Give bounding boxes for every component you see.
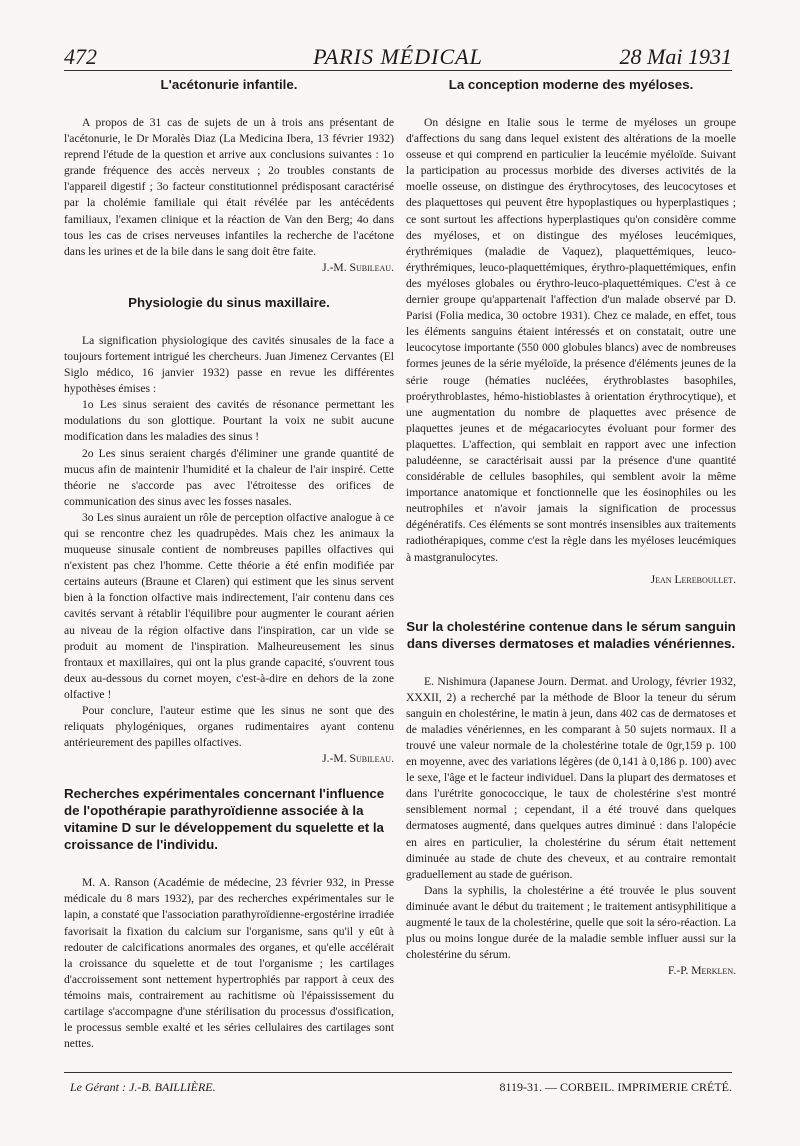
paragraph: M. A. Ranson (Académie de médecine, 23 février 932, in Presse médicale du 8 mars 1932), par des recherches expérimentales sur le lapin, a constaté que l'association parathyroïdienne-ergostérine irradiée favorisait la fixation du calcium sur l'organisme, sans qu'il y eût à redouter de calcifications anormales des organes, et qu'elle accélérait la croissance du squelette et de tout l'organisme ; les cartilages d'accroissement sont nettement hypertrophiés par rapport à ceux des témoins mais, contrairement au rachitisme où l'épaississement du cartilage s'accompagne d'une stérilisation du processus d'ossification, le processus semble exalté et les séries cellulaires des cartilages sont nettes. [64,876,394,1051]
page-number: 472 [64,44,97,69]
paragraph: 3o Les sinus auraient un rôle de perception olfactive analogue à ce qui se rencontre chez les quadrupèdes. Mais chez les animaux la muqueuse sinusale contient de nombreuses papilles olfactives qui n'existent pas chez l'homme. Cette théorie a été enfin modifiée par certains auteurs (Braune et Claren) qui estiment que les sinus servent bien à la fonction olfactive mais indirectement, l'air contenu dans ces cavités servant à rétablir l'équilibre pour augmenter le courant aérien au niveau de la région olfactive dans l'inspiration, car un vide se produit au moment de l'inspiration. Malheureusement les sinus frontaux et maxillaires, qui ont la plus grande capacité, s'ouvrent tous deux au-dessous du cornet moyen, c'est-à-dire en dehors de la zone olfactive ! [64,510,394,701]
signature: J.-M. Subileau. [322,752,394,766]
page-footer [64,1072,732,1101]
paragraph: Pour conclure, l'auteur estime que les sinus ne sont que des reliquats phylogéniques, organes rudimentaires ayant contenu antérieurement des papilles olfactives. [64,704,394,750]
publisher-manager: Le Gérant : J.-B. BAILLIÈRE. [70,1080,216,1094]
article-title-parathyroide: Recherches expérimentales concernant l'influence de l'opothérapie parathyroïdienne associée à la vitamine D sur le développement du squelette et la croissance de l'individu. [64,786,385,853]
article-title-acetonurie: L'acétonurie infantile. [160,77,298,92]
article-title-sinus: Physiologie du sinus maxillaire. [128,294,330,310]
journal-title: PARIS MÉDICAL [313,44,483,69]
article-title-cholesterine: Sur la cholestérine contenue dans le sérum sanguin dans diverses dermatoses et maladies vénériennes. [406,618,736,651]
article-title-myeloses: La conception moderne des myéloses. [448,77,694,92]
issue-date: 28 Mai 1931 [619,44,732,69]
right-column [406,76,736,979]
paragraph: A propos de 31 cas de sujets de un à trois ans présentant de l'acétonurie, le Dr Moralès Diaz (La Medicina Ibera, 13 février 1932) reprend l'étude de la question et arrive aux conclusions suivantes : 1o grande fréquence des accès nerveux ; 2o troubles constants de l'appareil digestif ; 3o facteur constitutionnel prédisposant caractérisé par la cholémie familiale qui était révélée par les antécédents familiaux, l'examen clinique et la réaction de Van den Berg; 4o dans tous les cas de crises nerveuses infantiles la recherche de l'acétone dans les urines et de la bile dans le sang doit être faite. [64,116,394,258]
paragraph: Dans la syphilis, la cholestérine a été trouvée le plus souvent diminuée avant le début du traitement ; le traitement antisyphilitique a augmenté le taux de la cholestérine, quelle que soit la séro-réaction. La plus ou moins longue durée de la maladie semble influer aussi sur la cholestérine du sérum. [406,883,736,962]
paragraph: La signification physiologique des cavités sinusales de la face a toujours fortement intrigué les chercheurs. Juan Jimenez Cervantes (El Siglo médico, 16 janvier 1932) passe en revue les différentes hypothèses émises : [64,333,394,396]
signature: J.-M. Subileau. [322,260,394,274]
paragraph: 1o Les sinus seraient des cavités de résonance permettant les modulations du son glottique. Pourtant la voix ne subit aucune modification dans les maladies des sinus ! [64,398,394,444]
printer-line: 8119-31. — CORBEIL. IMPRIMERIE CRÉTÉ. [499,1080,732,1094]
paragraph: E. Nishimura (Japanese Journ. Dermat. and Urology, février 1932, XXXII, 2) a recherché par la méthode de Bloor la teneur du sérum sanguin en cholestérine, le matin à jeun, dans 402 cas de dermatoses et de maladies vénériennes, en les comparant à 50 sujets normaux. Il a trouvé une valeur normale de la cholestérine totale de 0gr,159 p. 100 en moyenne, avec des variations légères (de 0,141 à 0,186 p. 100) avec le sexe, l'âge et le facteur individuel. Dans la plupart des dermatoses et dans l'urétrite gonococcique, le taux de cholestérine s'est montré sensiblement normal ; cependant, il a été trouvé dans quelques dermatoses augmenté, dans quelques autres diminué : dans l'alopécie en aires en particulier, la cholestérine du sérum était nettement diminuée au stade de chute des cheveux, et au contraire remontait graduellement au stade de guérison. [406,674,736,881]
signature: Jean Lereboullet. [650,572,736,586]
paragraph: 2o Les sinus seraient chargés d'éliminer une grande quantité de mucus afin de maintenir l'humidité et la chaleur de l'air inspiré. Cette théorie ne s'accorde pas avec l'étroitesse des orifices de communication des sinus avec les fosses nasales. [64,446,394,508]
running-header [64,44,732,71]
paragraph: On désigne en Italie sous le terme de myéloses un groupe d'affections du sang dans lequel existent des altérations de la moelle osseuse et qui comprend en particulier la leucémie myéloïde. Suivant la participation au processus morbide des diverses activités de la moelle osseuse, on distingue des érythrocytoses, des leucocytoses et des plaquettoses qui peuvent être hypoplastiques ou hyperplastiques ; ce sont surtout les affections hyperplastiques qu'on considère comme des myéloses, et on distingue des myéloses leucémiques, érythrémiques (maladie de Vaquez), plaquettémiques, leuco-érythrémiques, leuco-plaquettémiques, érythro-plaquettémiques, enfin des myéloses globales ou érythro-leuco-plaquettémiques. C'est à ce dernier groupe qu'appartenait l'affection d'un malade observé par D. Parisi (Folia medica, 30 octobre 1931). Chez ce malade, en effet, tous les éléments sanguins étaient intéressés et on constatait, outre une leucocytose importante (550 000 globules blancs) avec de nombreuses formes jeunes de la série myéloïde, la présence d'éléments jeunes de la série rouge (hématies nucléées, érythroblastes basophiles, proérythroblastes, hémo-histioblastes à orientation érythrocytique), et une augmentation du nombre de plaquettes avec présence de plaquettes jeunes et de mégacariocytes évoluant pour former des plaquettes. L'affection, qui semblait en rapport avec une infection paludéenne, se caractérisait aussi par la présence d'une quantité considérable de cellules basophiles, qui semblent avoir la même importance anatomique et fonctionnelle que les éosinophiles ou les neutrophiles et n'avoir jamais la signification de processus dégénératifs. Ces éléments se sont montrés insensibles aux traitements radiothérapiques, comme c'est la règle dans les myéloses leucémiques à mastgranulocytes. [406,116,736,564]
left-column [64,76,394,1052]
signature: F.-P. Merklen. [668,964,736,978]
